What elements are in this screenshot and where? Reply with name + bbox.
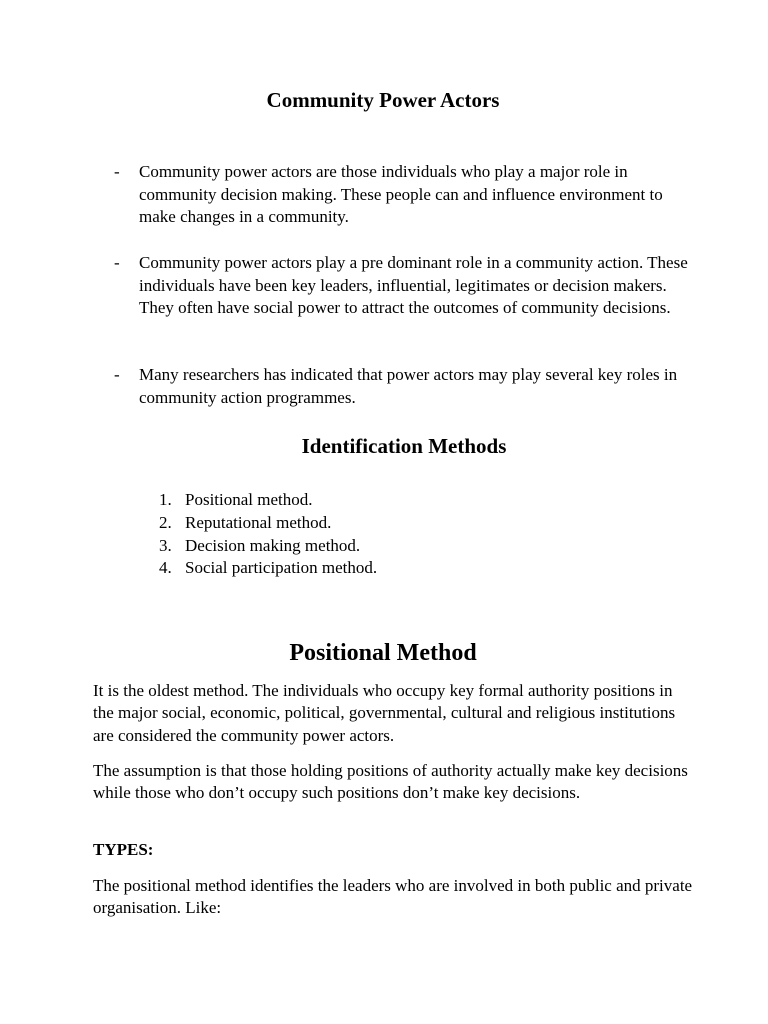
list-text: Reputational method.	[185, 512, 332, 532]
list-number: 3.	[159, 535, 172, 555]
bullet-text: Community power actors are those individuals who play a major role in community decision making. These people can and influence environment to make changes in a community.	[139, 162, 663, 226]
types-label: TYPES:	[93, 840, 154, 859]
paragraph: The assumption is that those holding positions of authority actually make key decisions while those who don’t occupy such positions don’t make key decisions.	[93, 761, 688, 803]
list-text: Decision making method.	[185, 535, 361, 555]
list-text: Positional method.	[185, 490, 313, 509]
list-number: 4.	[159, 558, 172, 578]
bullet-marker: -	[114, 162, 120, 181]
list-number: 1.	[159, 490, 172, 509]
list-item	[0, 489, 768, 512]
identification-methods-heading: Identification Methods	[301, 434, 507, 458]
list-text: Social participation method.	[185, 558, 378, 578]
methods-list	[0, 489, 768, 580]
bullet-marker: -	[114, 253, 120, 272]
list-item	[0, 535, 768, 558]
bullet-list	[0, 0, 768, 420]
list-item	[0, 512, 768, 535]
page-title: Community Power Actors	[266, 88, 500, 112]
list-item	[0, 557, 768, 580]
bullet-text: Community power actors play a pre dominant role in a community action. These individuals have been key leaders, influential, legitimates or decision makers. They often have social power to attract the outcomes of community decisions.	[139, 253, 688, 317]
list-number: 2.	[159, 512, 172, 532]
paragraph: The positional method identifies the leaders who are involved in both public and private organisation. Like:	[93, 876, 693, 918]
positional-method-heading: Positional Method	[289, 640, 477, 666]
paragraph: It is the oldest method. The individuals who occupy key formal authority positions in the major social, economic, political, governmental, cultural and religious institutions are considered the community power actors.	[93, 681, 676, 745]
bullet-text: Many researchers has indicated that power actors may play several key roles in community action programmes.	[139, 365, 678, 407]
bullet-marker: -	[114, 365, 120, 384]
